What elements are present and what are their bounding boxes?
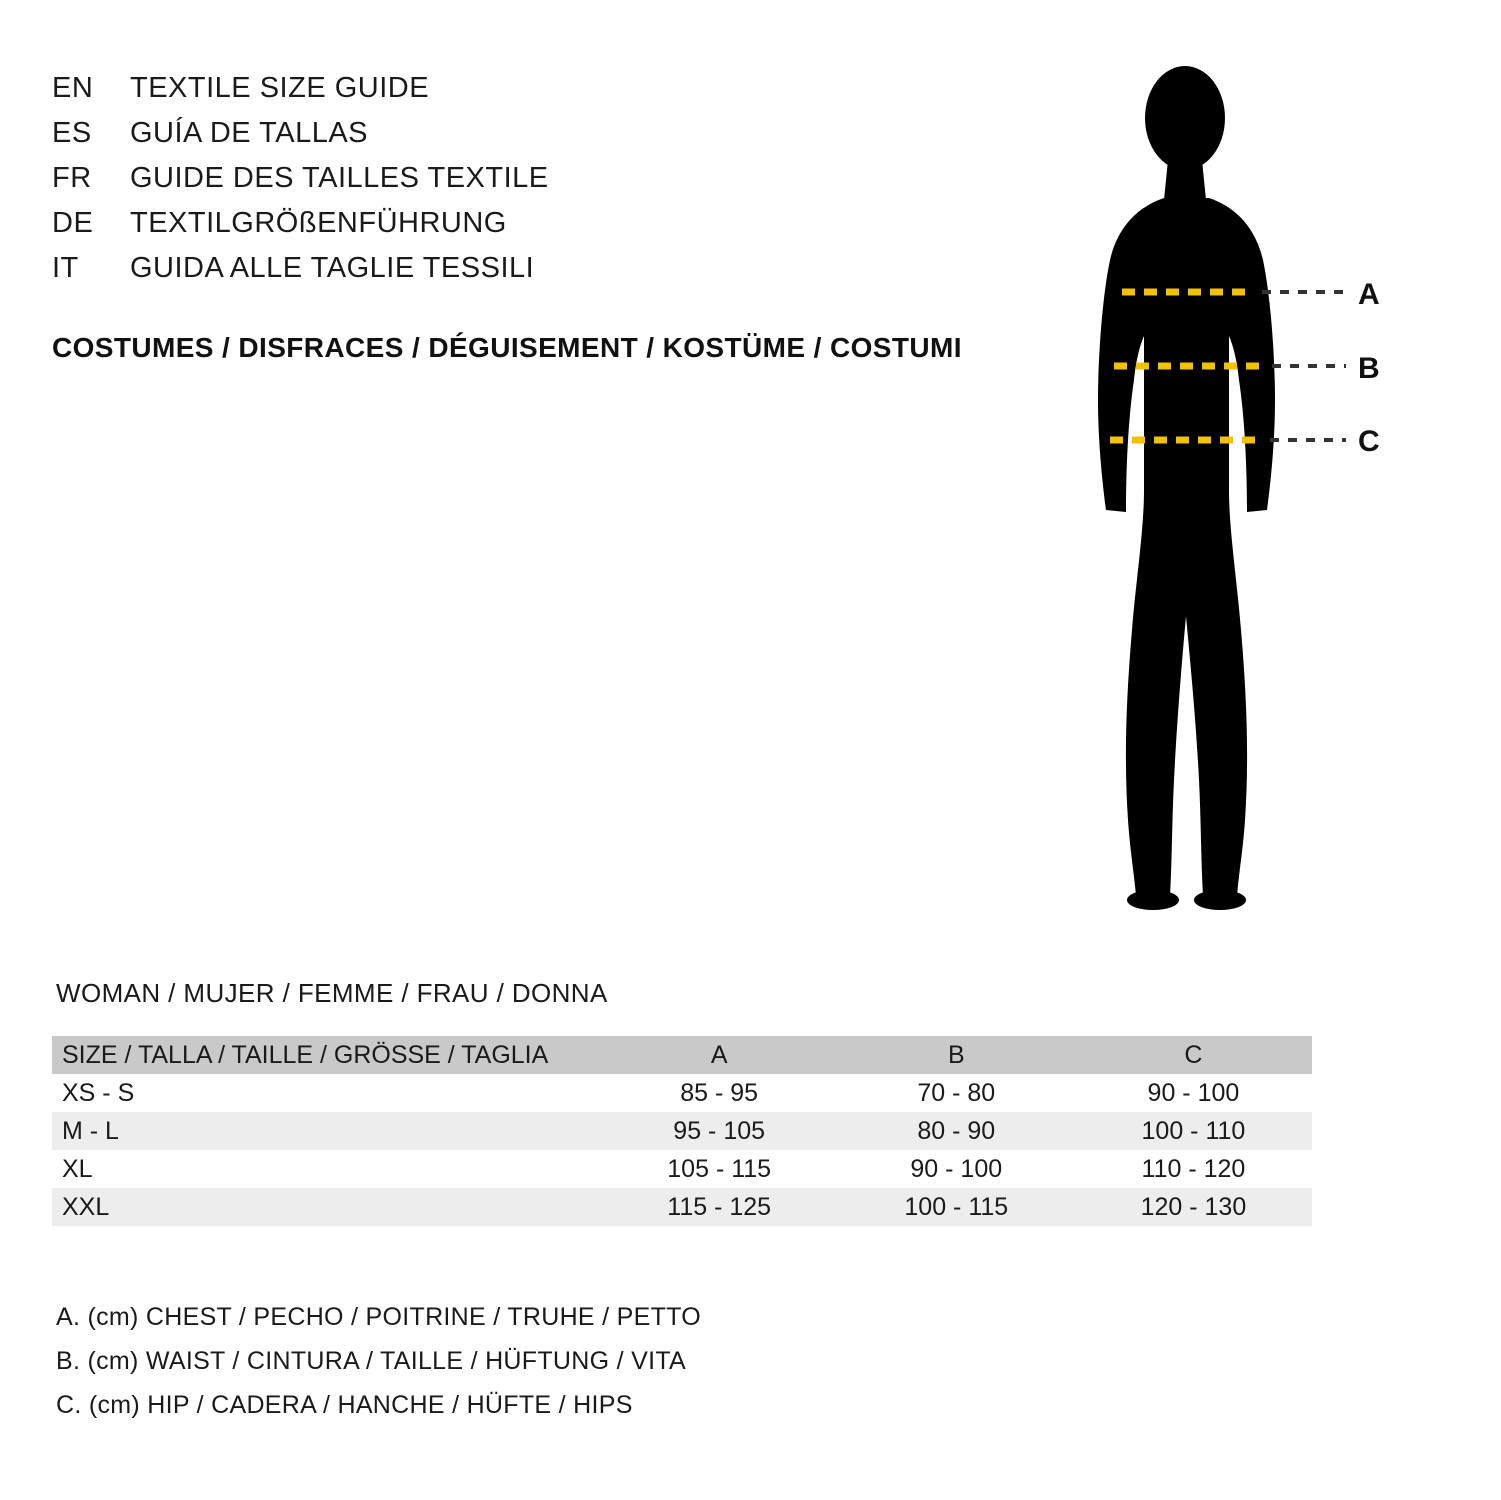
table-header-size: SIZE / TALLA / TAILLE / GRÖSSE / TAGLIA xyxy=(62,1040,549,1069)
cell-b: 90 - 100 xyxy=(910,1154,1003,1183)
language-row-es xyxy=(52,117,1052,162)
table-header-row xyxy=(52,1036,1312,1074)
cell-c: 90 - 100 xyxy=(1147,1078,1240,1107)
table-row xyxy=(52,1150,1312,1188)
cell-b: 80 - 90 xyxy=(917,1116,996,1145)
cell-b: 70 - 80 xyxy=(917,1078,996,1107)
language-list xyxy=(52,72,1052,297)
table-row xyxy=(52,1074,1312,1112)
language-text-es: GUÍA DE TALLAS xyxy=(130,117,369,149)
cell-a: 95 - 105 xyxy=(673,1116,766,1145)
language-code-it: IT xyxy=(52,252,79,284)
cell-c: 110 - 120 xyxy=(1141,1154,1246,1183)
silhouette-icon xyxy=(1040,60,1460,940)
language-code-en: EN xyxy=(52,72,94,104)
cell-b: 100 - 115 xyxy=(904,1192,1009,1221)
cell-size: XS - S xyxy=(62,1078,135,1107)
size-table xyxy=(52,1036,1312,1226)
measure-label-a: A xyxy=(1358,278,1380,311)
legend-waist: B. (cm) WAIST / CINTURA / TAILLE / HÜFTUNG / VITA xyxy=(56,1347,687,1375)
language-code-es: ES xyxy=(52,117,92,149)
measure-label-b: B xyxy=(1358,352,1380,385)
language-text-en: TEXTILE SIZE GUIDE xyxy=(130,72,430,104)
measurement-legend xyxy=(56,1295,1256,1427)
language-code-fr: FR xyxy=(52,162,92,194)
cell-a: 85 - 95 xyxy=(680,1078,759,1107)
language-text-de: TEXTILGRÖßENFÜHRUNG xyxy=(130,207,507,239)
measure-label-c: C xyxy=(1358,425,1380,458)
cell-a: 115 - 125 xyxy=(667,1192,772,1221)
language-text-it: GUIDA ALLE TAGLIE TESSILI xyxy=(130,252,535,284)
language-row-de xyxy=(52,207,1052,252)
female-silhouette-figure xyxy=(1040,60,1460,940)
language-text-fr: GUIDE DES TAILLES TEXTILE xyxy=(130,162,549,194)
legend-chest: A. (cm) CHEST / PECHO / POITRINE / TRUHE / PETTO xyxy=(56,1303,702,1331)
cell-c: 120 - 130 xyxy=(1140,1192,1247,1221)
table-row xyxy=(52,1112,1312,1150)
legend-hip: C. (cm) HIP / CADERA / HANCHE / HÜFTE / HIPS xyxy=(56,1391,633,1419)
cell-size: XXL xyxy=(62,1192,110,1221)
table-header-c: C xyxy=(1184,1040,1203,1069)
language-row-fr xyxy=(52,162,1052,207)
table-title: WOMAN / MUJER / FEMME / FRAU / DONNA xyxy=(56,978,608,1008)
cell-size: XL xyxy=(62,1154,93,1183)
table-row xyxy=(52,1188,1312,1226)
cell-a: 105 - 115 xyxy=(667,1154,772,1183)
language-row-en xyxy=(52,72,1052,117)
table-header-a: A xyxy=(710,1040,728,1069)
category-line: COSTUMES / DISFRACES / DÉGUISEMENT / KOSTÜME / COSTUMI xyxy=(52,332,962,363)
language-row-it xyxy=(52,252,1052,297)
cell-c: 100 - 110 xyxy=(1141,1116,1246,1145)
cell-size: M - L xyxy=(62,1116,119,1145)
language-code-de: DE xyxy=(52,207,94,239)
table-header-b: B xyxy=(947,1040,965,1069)
